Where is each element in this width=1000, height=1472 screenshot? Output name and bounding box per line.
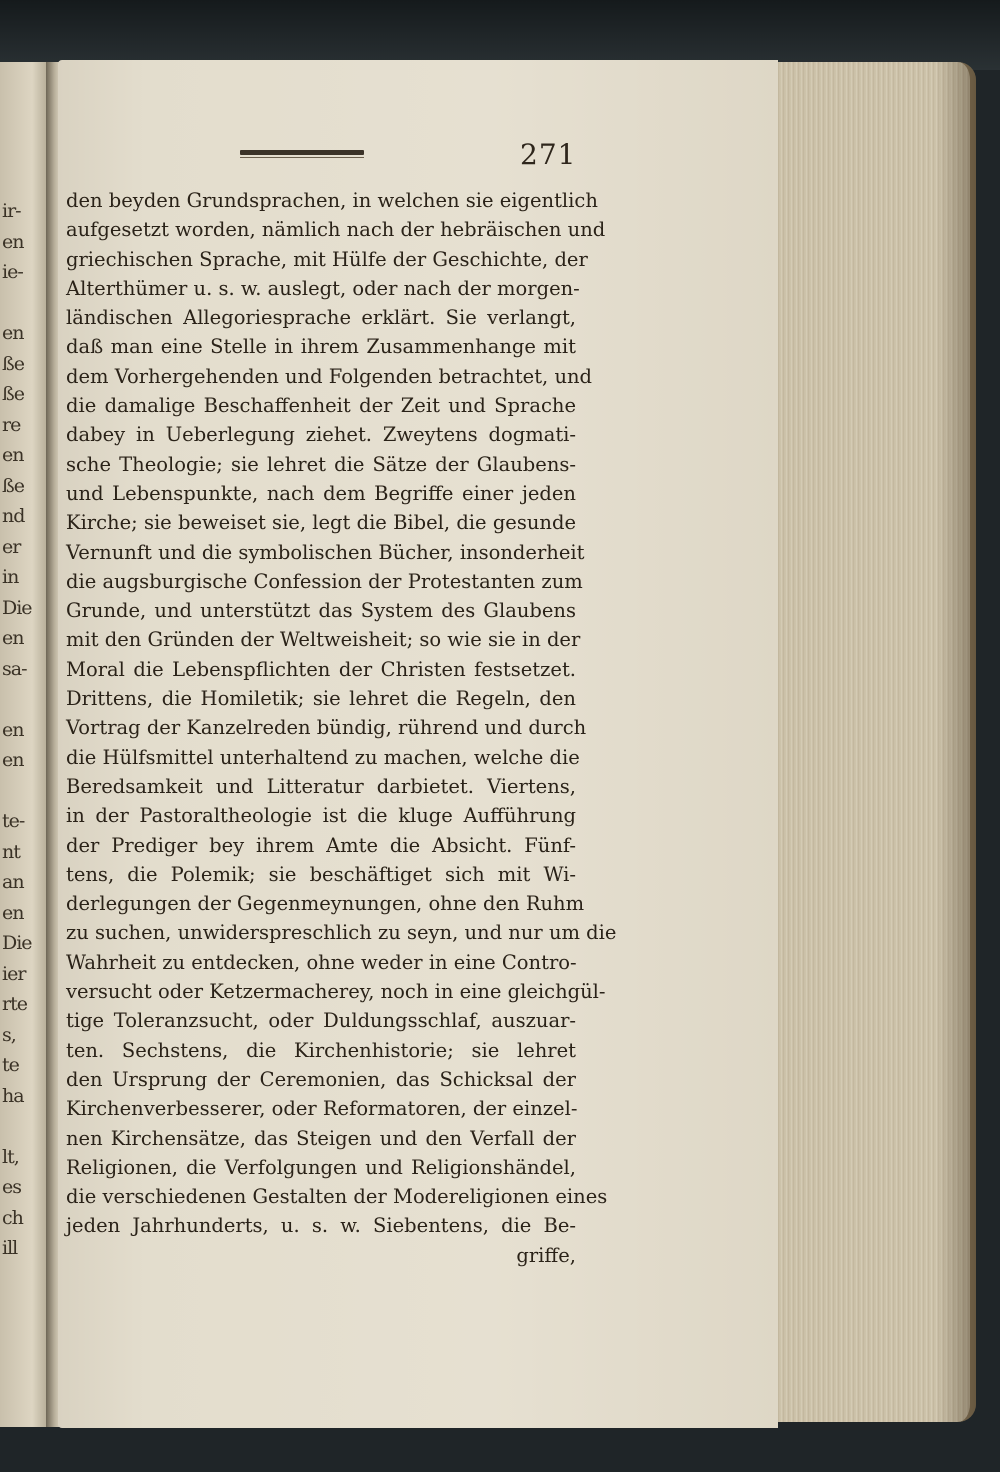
text-line: zu suchen, unwiderspreschlich zu seyn, und nur um die xyxy=(66,921,617,945)
text-line: und Lebenspunkte, nach dem Begriffe einer jeden xyxy=(66,481,576,505)
left-page-fragment: ha xyxy=(2,1084,24,1107)
text-line: dabey in Ueberlegung ziehet. Zweytens dogmati- xyxy=(66,423,576,447)
text-line: daß man eine Stelle in ihrem Zusammenhange mit xyxy=(66,335,576,359)
left-page-fragment: ir- xyxy=(2,200,21,222)
text-line: tens, die Polemik; sie beschäftiget sich mit Wi- xyxy=(66,862,576,886)
text-line: versucht oder Ketzermacherey, noch in eine gleichgül- xyxy=(66,980,606,1004)
text-line: Vortrag der Kanzelreden bündig, rührend und durch xyxy=(66,716,587,740)
left-page-fragment: en xyxy=(2,444,24,466)
left-page-fragment: te xyxy=(2,1054,19,1076)
text-line: der Prediger bey ihrem Amte die Absicht. Fünf- xyxy=(66,833,576,857)
left-page-fragment: Die xyxy=(2,596,32,619)
text-line: Moral die Lebenspflichten der Christen festsetzet. xyxy=(66,657,576,681)
left-page-fragment: en xyxy=(2,627,24,649)
left-page-fragment: rte xyxy=(2,993,27,1015)
left-page-fragment: ße xyxy=(2,474,24,497)
page-number: 271 xyxy=(520,138,577,171)
left-page-fragment: ier xyxy=(2,962,26,985)
text-line: Kirche; sie beweiset sie, legt die Bibel, die gesunde xyxy=(66,511,576,535)
header-rule xyxy=(240,150,364,155)
left-page-fragment: nt xyxy=(2,840,20,863)
text-line: Religionen, die Verfolgungen und Religionshändel, xyxy=(66,1155,576,1179)
body-text xyxy=(66,186,617,1270)
text-line: griechischen Sprache, mit Hülfe der Geschichte, der xyxy=(66,247,588,271)
left-page-fragment: en xyxy=(2,718,24,741)
left-page-fragment: re xyxy=(2,413,21,436)
text-line: den beyden Grundsprachen, in welchen sie eigentlich xyxy=(66,189,598,212)
text-line: aufgesetzt worden, nämlich nach der hebräischen und xyxy=(66,218,606,242)
text-line: Beredsamkeit und Litteratur darbietet. Viertens, xyxy=(66,774,576,798)
text-line: in der Pastoraltheologie ist die kluge Aufführung xyxy=(66,804,576,828)
left-page-fragment: ch xyxy=(2,1206,23,1229)
left-page-fragment: ße xyxy=(2,383,24,405)
text-line: ländischen Allegoriesprache erklärt. Sie verlangt, xyxy=(66,306,576,330)
left-page-fragment: s, xyxy=(2,1023,16,1046)
text-line: Wahrheit zu entdecken, ohne weder in eine Contro- xyxy=(66,950,577,974)
left-page-fragment: ie- xyxy=(2,261,23,283)
left-page-fragment: an xyxy=(2,871,24,893)
page-block-edges xyxy=(770,62,976,1422)
left-page-fragment: en xyxy=(2,230,24,253)
text-line: Kirchenverbesserer, oder Reformatoren, der einzel- xyxy=(66,1097,578,1121)
left-page-edge xyxy=(0,62,48,1427)
left-page-fragment: es xyxy=(2,1176,21,1198)
left-page-fragment: in xyxy=(2,566,19,588)
left-page-fragment: lt, xyxy=(2,1145,19,1168)
text-line: Grunde, und unterstützt das System des Glaubens xyxy=(66,599,576,623)
left-page-fragment: er xyxy=(2,535,21,558)
catchword: griffe, xyxy=(516,1243,576,1267)
left-page-fragment: en xyxy=(2,749,24,771)
text-line: den Ursprung der Ceremonien, das Schicksal der xyxy=(66,1067,576,1091)
text-line: dem Vorhergehenden und Folgenden betrachtet, und xyxy=(66,364,593,388)
text-line: ten. Sechstens, die Kirchenhistorie; sie lehret xyxy=(66,1038,576,1062)
text-line: Alterthümer u. s. w. auslegt, oder nach der morgen- xyxy=(66,276,580,300)
left-page-fragment: nd xyxy=(2,505,25,527)
text-line: die Hülfsmittel unterhaltend zu machen, welche die xyxy=(66,745,580,769)
text-line: die verschiedenen Gestalten der Modereligionen eines xyxy=(66,1185,608,1209)
text-line: Vernunft und die symbolischen Bücher, insonderheit xyxy=(66,540,585,564)
text-line: sche Theologie; sie lehret die Sätze der Glaubens- xyxy=(66,452,576,476)
left-page-fragment: en xyxy=(2,901,24,924)
left-page-fragment: sa- xyxy=(2,657,27,680)
left-page-fragment: te- xyxy=(2,810,25,832)
left-page-fragment: ill xyxy=(2,1237,18,1259)
text-line: nen Kirchensätze, das Steigen und den Verfall der xyxy=(66,1126,576,1150)
text-line: mit den Gründen der Weltweisheit; so wie sie in der xyxy=(66,628,581,652)
left-page-fragment: en xyxy=(2,322,24,344)
text-line: tige Toleranzsucht, oder Duldungsschlaf, auszuar- xyxy=(66,1009,576,1033)
text-line: die damalige Beschaffenheit der Zeit und Sprache xyxy=(66,394,576,418)
text-line: derlegungen der Gegenmeynungen, ohne den Ruhm xyxy=(66,892,585,916)
text-line: jeden Jahrhunderts, u. s. w. Siebentens, die Be- xyxy=(66,1214,576,1238)
text-line: Drittens, die Homiletik; sie lehret die Regeln, den xyxy=(66,687,576,711)
left-page-fragment: ße xyxy=(2,352,24,375)
text-line: die augsburgische Confession der Protestanten zum xyxy=(66,569,583,593)
left-page-fragment: Die xyxy=(2,932,32,954)
